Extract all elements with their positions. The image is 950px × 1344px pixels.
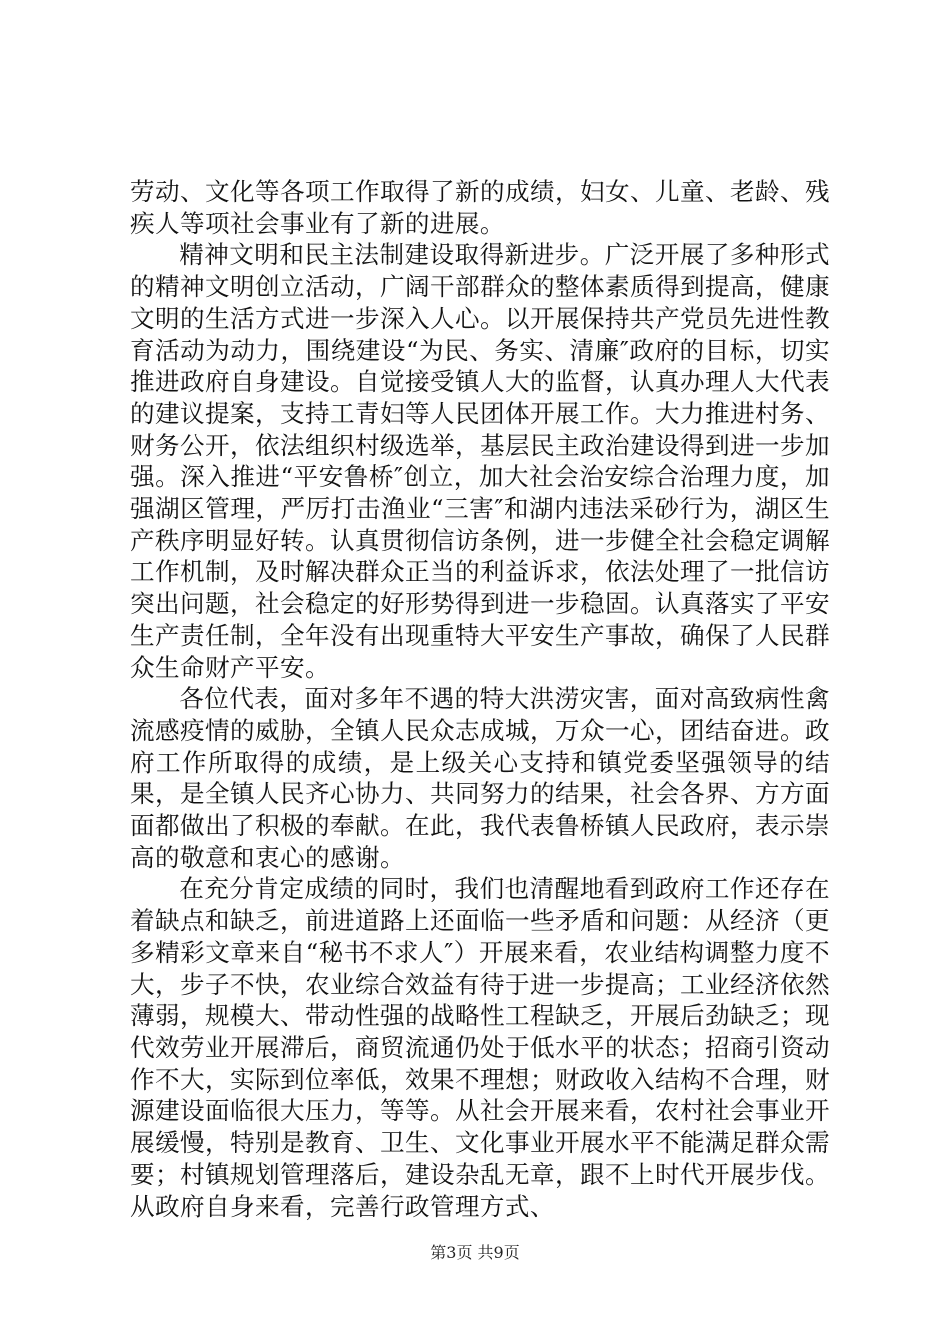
paragraph-spiritual-civilization: 精神文明和民主法制建设取得新进步。广泛开展了多种形式的精神文明创立活动，广阔干部群众的整体素质得到提高，健康文明的生活方式进一步深入人心。以开展保持共产党员先进性教育活动为动力，围绕建设“为民、务实、清廉″政府的目标，切实推进政府自身建设。自觉接受镇人大的监督，认真办理人大代表的建议提案，支持工青妇等人民团体开展工作。大力推进村务、财务公开，依法组织村级选举，基层民主政治建设得到进一步加强。深入推进“平安鲁桥″创立，加大社会治安综合治理力度，加强湖区管理，严厉打击渔业“三害″和湖内违法采砂行为，湖区生产秩序明显好转。认真贯彻信访条例，进一步健全社会稳定调解工作机制，及时解决群众正当的利益诉求，依法处理了一批信访突出问题，社会稳定的好形势得到进一步稳固。认真落实了平安生产责任制，全年没有出现重特大平安生产事故，确保了人民群众生命财产平安。 [130,240,830,682]
page-number: 第3页 共9页 [430,1243,520,1262]
paragraph-problems: 在充分肯定成绩的同时，我们也清醒地看到政府工作还存在着缺点和缺乏，前进道路上还面临一些矛盾和问题：从经济（更多精彩文章来自“秘书不求人″）开展来看，农业结构调整力度不大，步子不快，农业综合效益有待于进一步提高；工业经济依然薄弱，规模大、带动性强的战略性工程缺乏，开展后劲缺乏；现代效劳业开展滞后，商贸流通仍处于低水平的状态；招商引资动作不大，实际到位率低，效果不理想；财政收入结构不合理，财源建设面临很大压力，等等。从社会开展来看，农村社会事业开展缓慢，特别是教育、卫生、文化事业开展水平不能满足群众需要；村镇规划管理落后，建设杂乱无章，跟不上时代开展步伐。从政府自身来看，完善行政管理方式、 [130,874,830,1221]
paragraph-thanks: 各位代表，面对多年不遇的特大洪涝灾害，面对高致病性禽流感疫情的威胁，全镇人民众志成城，万众一心，团结奋进。政府工作所取得的成绩，是上级关心支持和镇党委坚强领导的结果，是全镇人民齐心协力、共同努力的结果，社会各界、方方面面都做出了积极的奉献。在此，我代表鲁桥镇人民政府，表示崇高的敬意和衷心的感谢。 [130,684,830,872]
document-body [130,176,830,1222]
paragraph-continuation: 劳动、文化等各项工作取得了新的成绩，妇女、儿童、老龄、残疾人等项社会事业有了新的进展。 [130,177,830,238]
